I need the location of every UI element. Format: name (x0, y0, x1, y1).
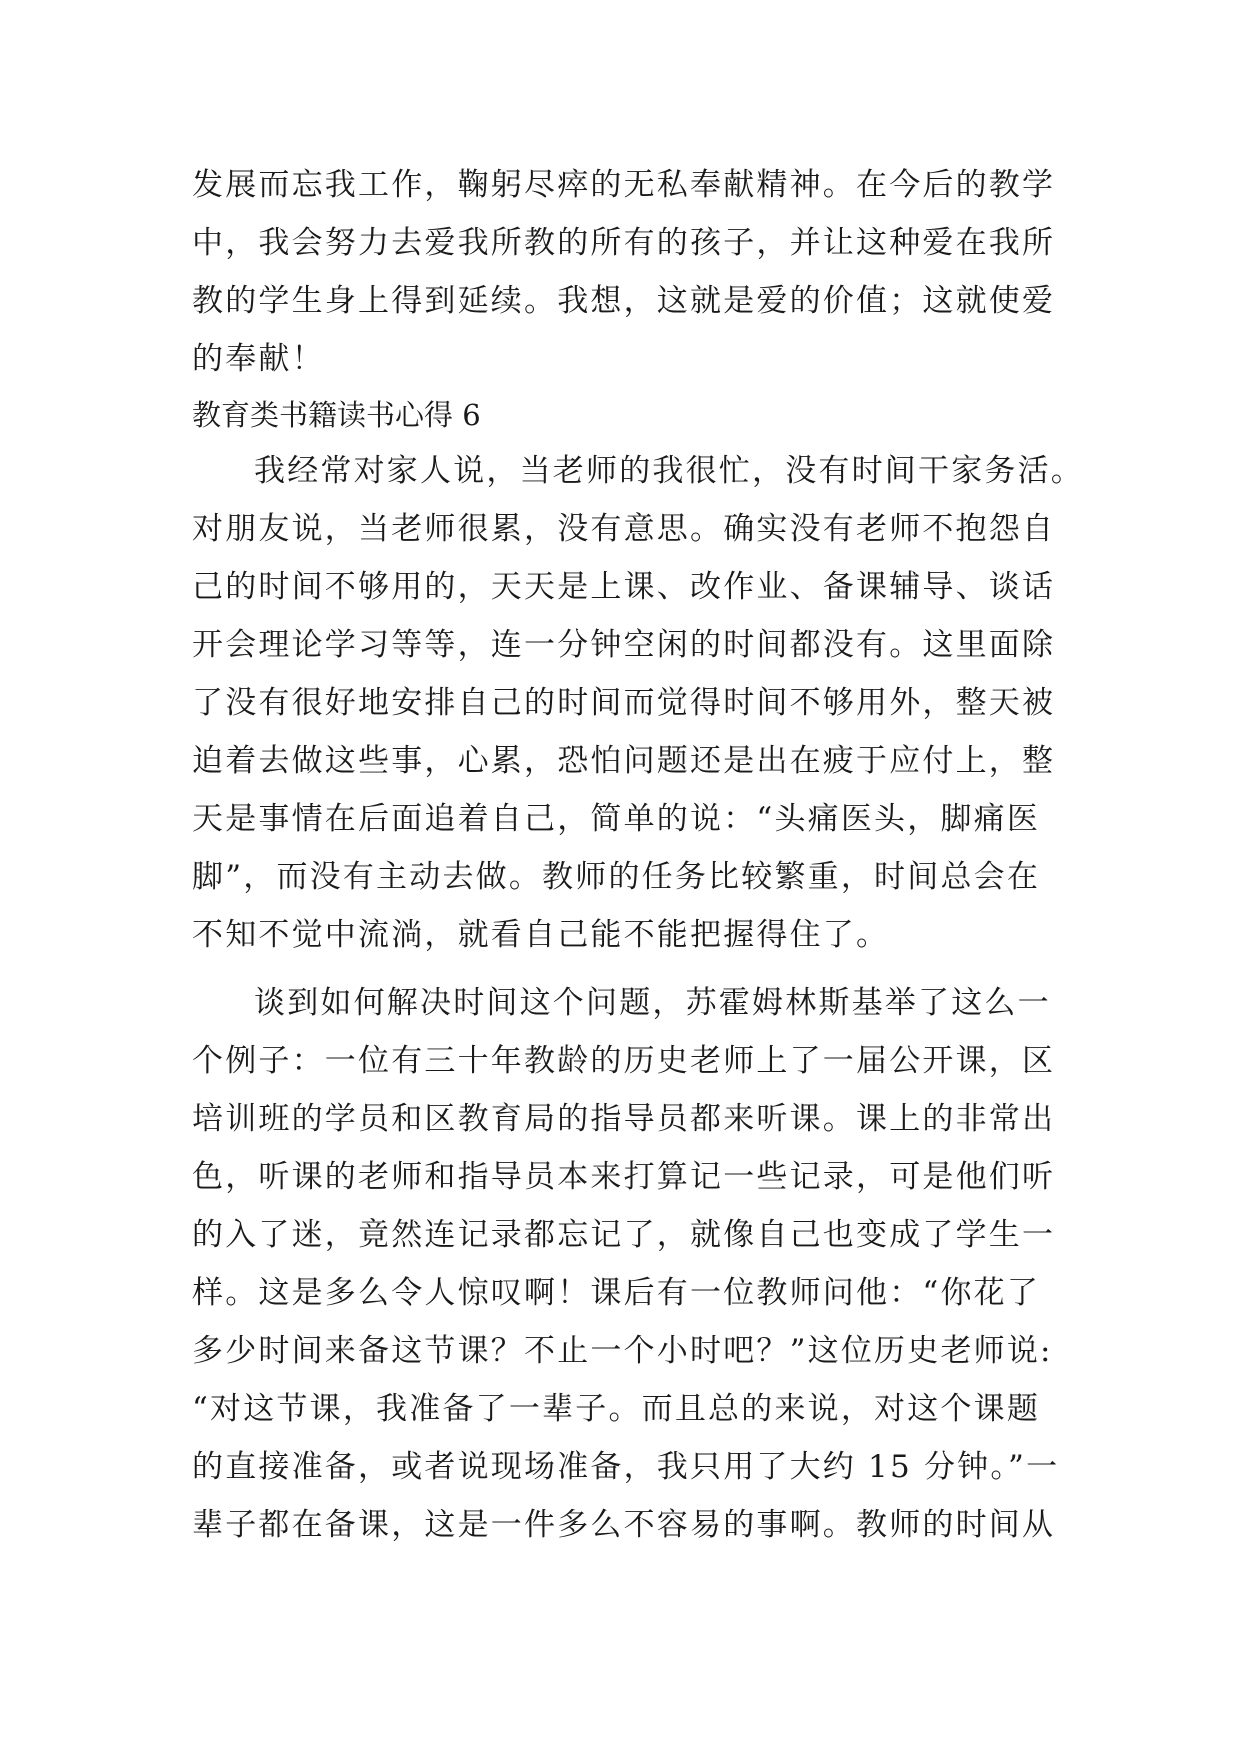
text-line: 多少时间来备这节课？不止一个小时吧？”这位历史老师说: (192, 1333, 1053, 1369)
text-line: 培训班的学员和区教育局的指导员都来听课。课上的非常出 (192, 1101, 1056, 1137)
text-line: 色，听课的老师和指导员本来打算记一些记录，可是他们听 (192, 1159, 1056, 1195)
text-line: 己的时间不够用的，天天是上课、改作业、备课辅导、谈话 (192, 569, 1056, 605)
text-line: 的直接准备，或者说现场准备，我只用了大约 15 分钟。”一 (192, 1449, 1060, 1485)
text-line: 中，我会努力去爱我所教的所有的孩子，并让这种爱在我所 (192, 225, 1056, 261)
text-line: 发展而忘我工作，鞠躬尽瘁的无私奉献精神。在今后的教学 (192, 167, 1056, 203)
text-line: 谈到如何解决时间这个问题，苏霍姆林斯基举了这么一 (254, 985, 1051, 1021)
text-line: 了没有很好地安排自己的时间而觉得时间不够用外，整天被 (192, 685, 1056, 721)
text-line: 样。这是多么令人惊叹啊！课后有一位教师问他：“你花了 (192, 1275, 1041, 1311)
text-line: 天是事情在后面追着自己，简单的说：“头痛医头，脚痛医 (192, 801, 1041, 837)
text-line: 辈子都在备课，这是一件多么不容易的事啊。教师的时间从 (192, 1507, 1056, 1543)
text-line: “对这节课，我准备了一辈子。而且总的来说，对这个课题 (192, 1391, 1041, 1427)
text-line: 我经常对家人说，当老师的我很忙，没有时间干家务活。 (254, 453, 1084, 489)
text-line: 开会理论学习等等，连一分钟空闲的时间都没有。这里面除 (192, 627, 1056, 663)
text-line: 的入了迷，竟然连记录都忘记了，就像自己也变成了学生一 (192, 1217, 1056, 1253)
section-heading: 教育类书籍读书心得 6 (192, 398, 481, 432)
text-line: 脚”，而没有主动去做。教师的任务比较繁重，时间总会在 (192, 859, 1041, 895)
text-line: 迫着去做这些事，心累，恐怕问题还是出在疲于应付上，整 (192, 743, 1056, 779)
text-line: 个例子：一位有三十年教龄的历史老师上了一届公开课，区 (192, 1043, 1056, 1079)
text-line: 对朋友说，当老师很累，没有意思。确实没有老师不抱怨自 (192, 511, 1056, 547)
text-line: 不知不觉中流淌，就看自己能不能把握得住了。 (192, 917, 890, 953)
text-line: 教的学生身上得到延续。我想，这就是爱的价值；这就使爱 (192, 283, 1056, 319)
text-line: 的奉献！ (192, 341, 325, 377)
